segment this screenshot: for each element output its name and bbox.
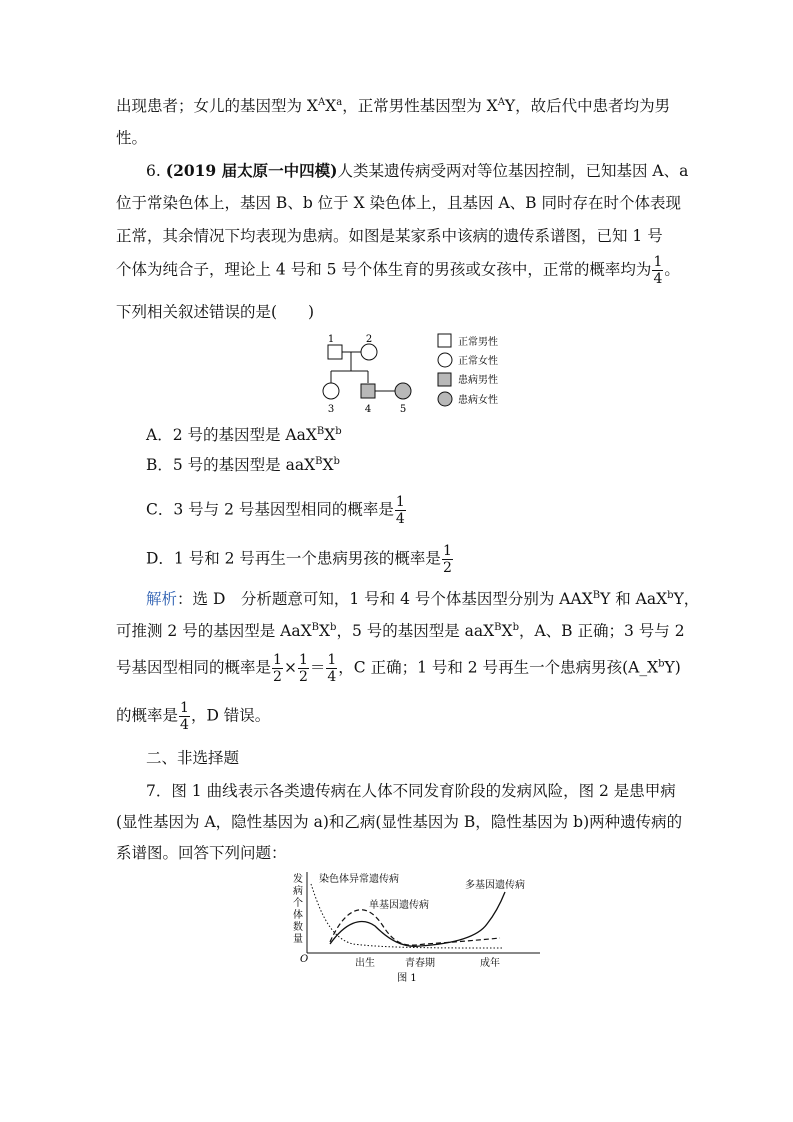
label-3: 3 — [327, 404, 335, 415]
option-b: B．5 号的基因型是 $aaX^BX^b$ — [146, 455, 340, 474]
fraction: $\frac{1}{2}$ — [298, 652, 308, 685]
q6-line-2: 位于常染色体上，基因 B、b 位于 X 染色体上，且基因 A、B 同时存在时个体表现 — [116, 194, 681, 212]
x-tick-birth: 出生 — [355, 958, 375, 969]
y-axis-label-char: 病 — [293, 886, 303, 897]
legend-normal-female: 正常女性 — [458, 356, 498, 367]
y-axis-label-char: 量 — [293, 934, 303, 945]
intro-line-2: 性。 — [116, 129, 148, 147]
fraction: $\frac{1}{4}$ — [653, 254, 663, 287]
analysis-label: 解析 — [146, 590, 178, 608]
y-axis-label-char: 体 — [293, 910, 303, 921]
label-1: 1 — [327, 334, 335, 345]
x-tick-puberty: 青春期 — [405, 958, 435, 969]
analysis-line-3: 号基因型相同的概率是 $\frac{1}{2}$ × $\frac{1}{2}$ ＝ $\frac{1}{4}$ ，C 正确；1 号和 2 号再生一个患病男孩$(A\_X^bY)$ — [116, 652, 681, 685]
q6-line-1: 6. (2019 届太原一中四模)人类某遗传病受两对等位基因控制，已知基因 A、a — [146, 161, 689, 180]
fraction: $\frac{1}{4}$ — [327, 652, 337, 685]
legend-normal-female-icon — [438, 353, 452, 367]
legend-affected-female-icon — [438, 392, 452, 406]
q6-line-4: 个体为纯合子，理论上 4 号和 5 号个体生育的男孩或女孩中，正常的概率均为 $\frac{1}{4}$ 。 — [116, 254, 680, 287]
intro-line-1: 出现患者；女儿的基因型为 $X^AX^a$，正常男性基因型为 $X^AY$，故后代中患者均为男 — [116, 96, 671, 115]
curve-single-gene — [330, 910, 500, 945]
x-tick-adult: 成年 — [480, 958, 500, 969]
analysis-line-1: 解析：选 D 分析题意可知，1 号和 4 号个体基因型分别为 $AAX^BY$ 和 AaX$^b$Y， — [146, 589, 700, 608]
label-polygenic: 多基因遗传病 — [465, 880, 525, 891]
y-axis-label — [293, 872, 303, 945]
legend-affected-male: 患病男性 — [458, 375, 498, 386]
pedigree-figure — [318, 330, 518, 416]
legend-affected-male-icon — [438, 373, 451, 386]
origin-label: O — [300, 954, 309, 965]
fraction: $\frac{1}{4}$ — [395, 494, 405, 527]
option-c: C．3 号与 2 号基因型相同的概率是 $\frac{1}{4}$ — [146, 494, 405, 527]
individual-4-affected-male — [361, 384, 375, 398]
y-axis-label-char: 数 — [293, 922, 303, 933]
figure-caption: 图 1 — [397, 973, 417, 984]
legend-normal-male: 正常男性 — [458, 337, 498, 348]
individual-3-normal-female — [323, 383, 339, 399]
legend-affected-female: 患病女性 — [458, 395, 498, 406]
y-axis-label-char: 个 — [293, 898, 303, 909]
label-4: 4 — [364, 404, 372, 415]
option-a: A．2 号的基因型是 $AaX^BX^b$ — [146, 425, 342, 444]
label-2: 2 — [365, 334, 373, 345]
fraction: $\frac{1}{4}$ — [180, 700, 189, 733]
q7-line-2: (显性基因为 A，隐性基因为 a)和乙病(显性基因为 B，隐性基因为 b)两种遗传病的 — [116, 813, 683, 831]
y-axis-label-char: 发 — [293, 874, 303, 885]
option-d: D．1 号和 2 号再生一个患病男孩的概率是 $\frac{1}{2}$ — [146, 543, 452, 576]
curve-chromosomal — [311, 884, 503, 948]
label-chromosomal: 染色体异常遗传病 — [319, 874, 399, 885]
fraction: $\frac{1}{2}$ — [273, 652, 282, 685]
figure-1 — [285, 868, 550, 988]
q6-line-3: 正常，其余情况下均表现为患病。如图是某家系中该病的遗传系谱图，已知 1 号 — [116, 227, 663, 245]
q7-line-3: 系谱图。回答下列问题： — [116, 844, 287, 862]
label-single-gene: 单基因遗传病 — [369, 900, 429, 911]
analysis-line-4: 的概率是 $\frac{1}{4}$ ，D 错误。 — [116, 700, 271, 733]
fraction: $\frac{1}{2}$ — [442, 543, 452, 576]
legend-normal-male-icon — [438, 334, 451, 347]
q7-line-1: 7．图 1 曲线表示各类遗传病在人体不同发育阶段的发病风险，图 2 是患甲病 — [146, 782, 676, 800]
section-heading: 二、非选择题 — [146, 749, 240, 767]
individual-2-normal-female — [361, 344, 377, 360]
q6-line-5: 下列相关叙述错误的是( ) — [116, 303, 315, 321]
analysis-line-2: 可推测 2 号的基因型是 $AaX^BX^b$，5 号的基因型是 $aaX^BX^b$，A、B 正确；3 号与 2 — [116, 621, 685, 640]
individual-5-affected-female — [395, 383, 411, 399]
individual-1-normal-male — [328, 345, 342, 359]
label-5: 5 — [399, 404, 407, 415]
